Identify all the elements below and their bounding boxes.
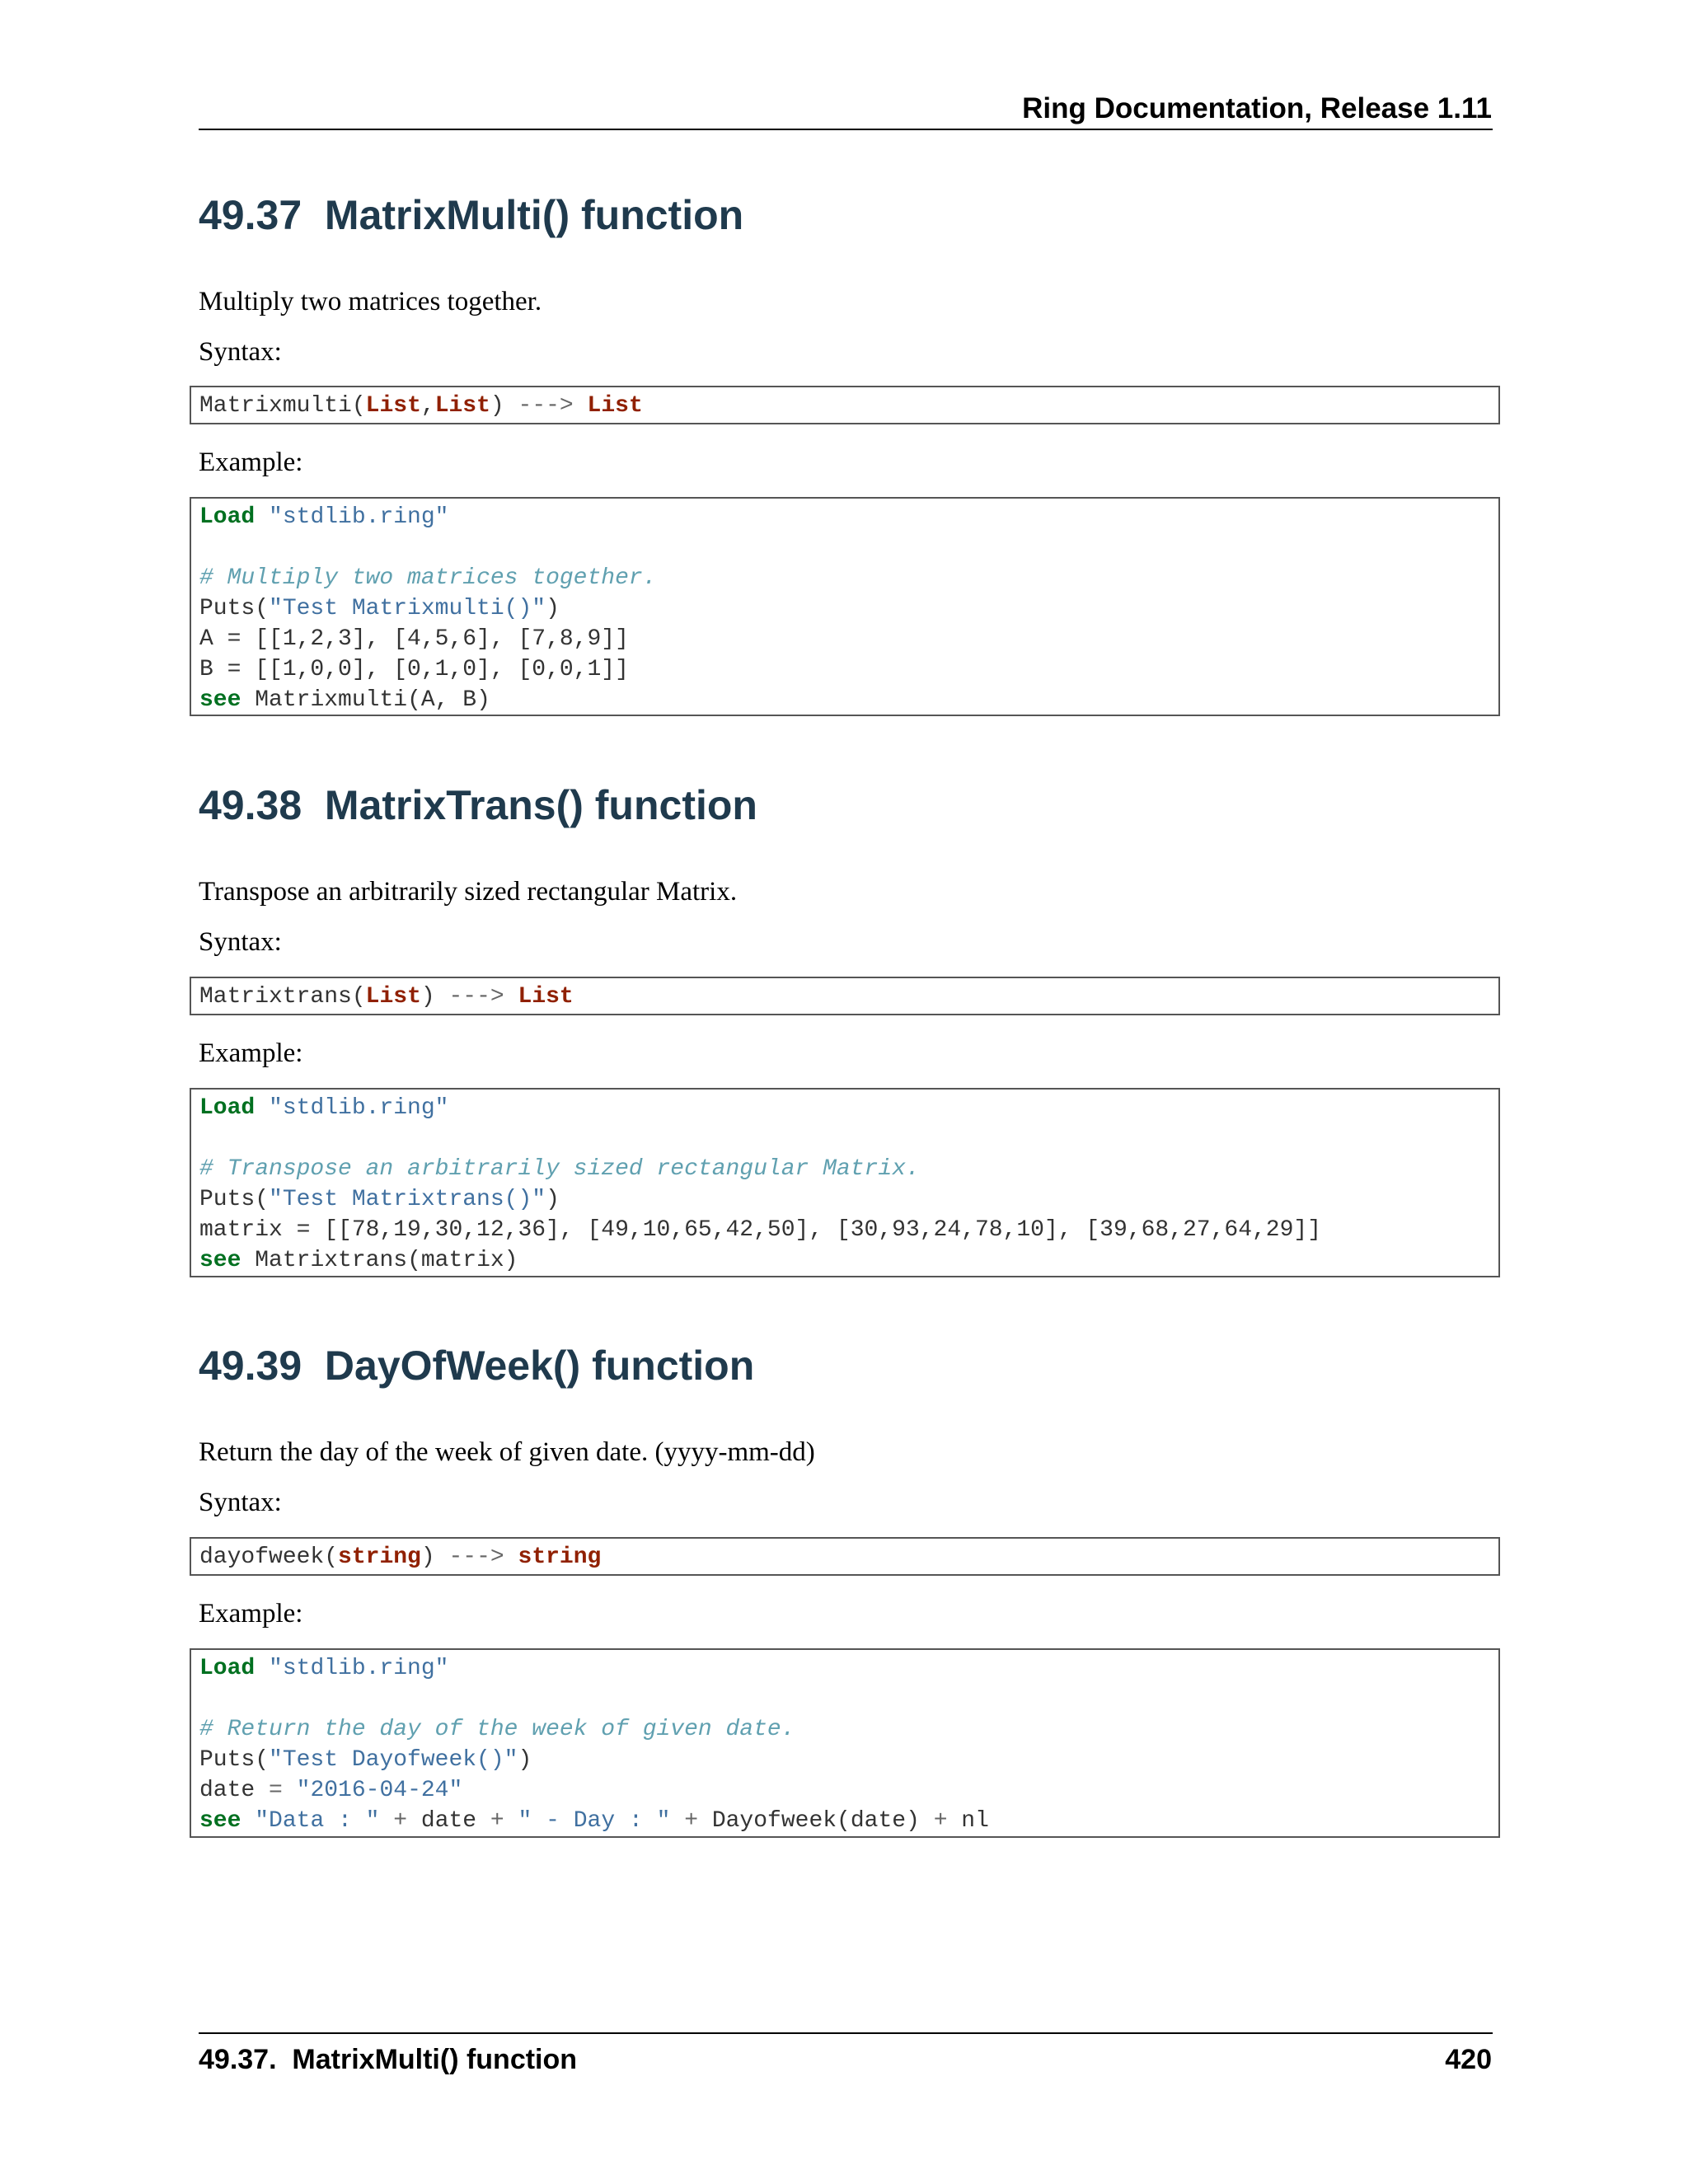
return-arrow: ---> xyxy=(448,984,504,1010)
param-separator: , xyxy=(420,393,435,419)
section-title-text: MatrixTrans() function xyxy=(324,782,757,828)
return-type: string xyxy=(518,1544,602,1570)
running-header: Ring Documentation, Release 1.11 xyxy=(1022,92,1492,124)
syntax-code-block: dayofweek(string) ---> string xyxy=(190,1537,1500,1576)
keyword-load: Load xyxy=(199,1095,256,1121)
param-type: List xyxy=(434,393,490,419)
param-type: List xyxy=(365,984,421,1010)
keyword-see: see xyxy=(199,1248,241,1273)
see-expression: Matrixmulti(A, B) xyxy=(255,687,490,713)
keyword-load: Load xyxy=(199,1656,256,1681)
code-comment: # Return the day of the week of given date. xyxy=(199,1717,795,1742)
return-type: List xyxy=(587,393,643,419)
code-line-a: A = [[1,2,3], [4,5,6], [7,8,9]] xyxy=(199,626,629,652)
function-name: Matrixtrans xyxy=(199,984,352,1010)
example-label: Example: xyxy=(199,1038,303,1068)
keyword-see: see xyxy=(199,1808,241,1834)
puts-string: "Test Matrixtrans()" xyxy=(269,1187,546,1212)
syntax-label: Syntax: xyxy=(199,1488,282,1517)
puts-string: "Test Dayofweek()" xyxy=(269,1747,518,1773)
load-file-string: "stdlib.ring" xyxy=(269,504,449,530)
example-label: Example: xyxy=(199,448,303,477)
return-arrow: ---> xyxy=(448,1544,504,1570)
see-string-data: "Data : " xyxy=(255,1808,380,1834)
section-title-text: DayOfWeek() function xyxy=(324,1343,755,1389)
syntax-code-block: Matrixtrans(List) ---> List xyxy=(190,977,1500,1015)
puts-string: "Test Matrixmulti()" xyxy=(269,596,546,621)
section-description: Transpose an arbitrarily sized rectangular Matrix. xyxy=(199,877,738,907)
load-file-string: "stdlib.ring" xyxy=(269,1095,449,1121)
section-number: 49.37 xyxy=(199,192,302,238)
section-title-text: MatrixMulti() function xyxy=(324,192,744,238)
syntax-label: Syntax: xyxy=(199,337,282,367)
keyword-load: Load xyxy=(199,504,256,530)
example-code-block: Load "stdlib.ring" # Return the day of the week of given date. Puts("Test Dayofweek()") date = "2016-04-24" see "Data : " + date + " - Day : " + Dayofweek(date) + nl xyxy=(190,1648,1500,1838)
section-heading-matrixmulti xyxy=(199,191,743,239)
code-comment: # Multiply two matrices together. xyxy=(199,565,657,591)
section-number: 49.38 xyxy=(199,782,302,828)
section-heading-dayofweek xyxy=(199,1342,754,1390)
see-call: Dayofweek(date) xyxy=(711,1808,920,1834)
return-arrow: ---> xyxy=(518,393,574,419)
return-type: List xyxy=(518,984,574,1010)
example-label: Example: xyxy=(199,1599,303,1629)
example-code-block: Load "stdlib.ring" # Multiply two matrices together. Puts("Test Matrixmulti()") A = [[1,2,3], [4,5,6], [7,8,9]] B = [[1,0,0], [0,1,0], [0,0,1]] see Matrixmulti(A, B) xyxy=(190,497,1500,716)
code-comment: # Transpose an arbitrarily sized rectangular Matrix. xyxy=(199,1156,920,1182)
section-description: Return the day of the week of given date. (yyyy-mm-dd) xyxy=(199,1437,815,1467)
see-expression: Matrixtrans(matrix) xyxy=(255,1248,518,1273)
section-description: Multiply two matrices together. xyxy=(199,287,542,316)
function-name: Matrixmulti xyxy=(199,393,352,419)
syntax-label: Syntax: xyxy=(199,927,282,957)
section-number: 49.39 xyxy=(199,1343,302,1389)
function-name: dayofweek xyxy=(199,1544,325,1570)
load-file-string: "stdlib.ring" xyxy=(269,1656,449,1681)
example-code-block: Load "stdlib.ring" # Transpose an arbitrarily sized rectangular Matrix. Puts("Test Matrixtrans()") matrix = [[78,19,30,12,36], [49,10,65,42,50], [30,93,24,78,10], [39,68,27,64,29]] see Matrixtrans(matrix) xyxy=(190,1088,1500,1277)
keyword-see: see xyxy=(199,687,241,713)
footer-section-title: 49.37. MatrixMulti() function xyxy=(199,2044,578,2075)
page-number: 420 xyxy=(1445,2044,1492,2075)
header-rule xyxy=(199,129,1493,130)
footer-rule xyxy=(199,2032,1493,2034)
syntax-code-block: Matrixmulti(List,List) ---> List xyxy=(190,386,1500,424)
code-line-b: B = [[1,0,0], [0,1,0], [0,0,1]] xyxy=(199,657,629,682)
date-string: "2016-04-24" xyxy=(296,1778,463,1803)
code-line-matrix: matrix = [[78,19,30,12,36], [49,10,65,42,50], [30,93,24,78,10], [39,68,27,64,29]] xyxy=(199,1217,1322,1243)
section-heading-matrixtrans xyxy=(199,781,757,829)
param-type: string xyxy=(338,1544,421,1570)
see-string-day: " - Day : " xyxy=(518,1808,671,1834)
param-type: List xyxy=(365,393,421,419)
